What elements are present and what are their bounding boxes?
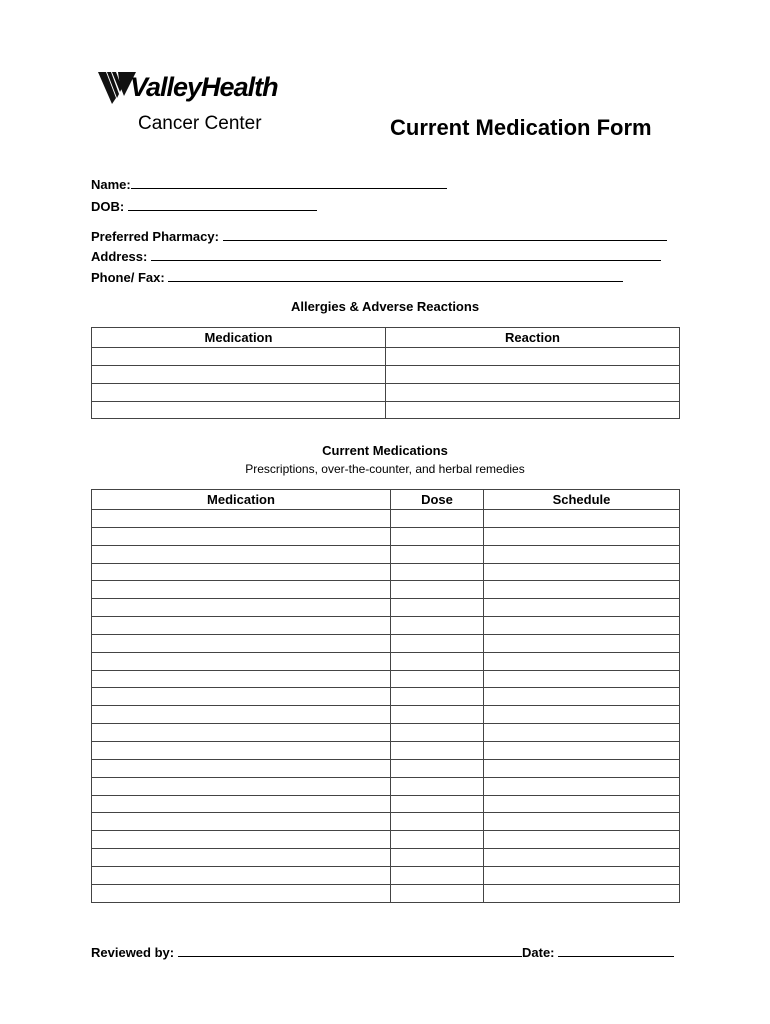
table-row xyxy=(92,599,680,617)
medications-cell-medication[interactable] xyxy=(92,599,391,617)
table-row xyxy=(92,866,680,884)
address-field[interactable] xyxy=(91,248,661,264)
medications-cell-schedule[interactable] xyxy=(484,545,680,563)
logo-brand: ValleyHealth xyxy=(130,72,278,102)
name-label: Name: xyxy=(91,177,131,192)
table-row xyxy=(92,688,680,706)
medications-cell-medication[interactable] xyxy=(92,759,391,777)
medications-cell-schedule[interactable] xyxy=(484,634,680,652)
medications-cell-schedule[interactable] xyxy=(484,670,680,688)
medications-cell-medication[interactable] xyxy=(92,866,391,884)
allergies-header-medication: Medication xyxy=(92,328,386,348)
medications-cell-medication[interactable] xyxy=(92,831,391,849)
medications-cell-schedule[interactable] xyxy=(484,510,680,528)
table-row xyxy=(92,795,680,813)
table-row xyxy=(92,777,680,795)
medications-cell-medication[interactable] xyxy=(92,813,391,831)
name-line[interactable] xyxy=(131,176,447,189)
medications-cell-dose[interactable] xyxy=(391,670,484,688)
medications-cell-schedule[interactable] xyxy=(484,563,680,581)
table-row xyxy=(92,401,680,419)
medications-cell-schedule[interactable] xyxy=(484,617,680,635)
medications-cell-dose[interactable] xyxy=(391,581,484,599)
medications-cell-dose[interactable] xyxy=(391,545,484,563)
medications-cell-medication[interactable] xyxy=(92,527,391,545)
allergies-cell-reaction[interactable] xyxy=(386,401,680,419)
medications-cell-dose[interactable] xyxy=(391,777,484,795)
medications-cell-schedule[interactable] xyxy=(484,849,680,867)
table-row xyxy=(92,759,680,777)
medications-cell-dose[interactable] xyxy=(391,617,484,635)
medications-table xyxy=(91,489,680,903)
pharmacy-line[interactable] xyxy=(223,228,667,241)
allergies-cell-medication[interactable] xyxy=(92,401,386,419)
allergies-cell-reaction[interactable] xyxy=(386,348,680,366)
date-label: Date: xyxy=(522,945,555,960)
medications-cell-schedule[interactable] xyxy=(484,831,680,849)
medications-cell-dose[interactable] xyxy=(391,741,484,759)
dob-field[interactable] xyxy=(91,198,317,214)
medications-cell-schedule[interactable] xyxy=(484,759,680,777)
medications-cell-dose[interactable] xyxy=(391,634,484,652)
medications-cell-dose[interactable] xyxy=(391,510,484,528)
address-label: Address: xyxy=(91,249,148,264)
medications-cell-medication[interactable] xyxy=(92,741,391,759)
medications-cell-dose[interactable] xyxy=(391,724,484,742)
medications-cell-medication[interactable] xyxy=(92,652,391,670)
phone-fax-field[interactable] xyxy=(91,269,623,285)
medications-cell-medication[interactable] xyxy=(92,634,391,652)
medications-cell-schedule[interactable] xyxy=(484,599,680,617)
dob-line[interactable] xyxy=(128,198,317,211)
medications-cell-schedule[interactable] xyxy=(484,527,680,545)
medications-title: Current Medications xyxy=(322,443,448,458)
allergies-title: Allergies & Adverse Reactions xyxy=(290,299,480,314)
medications-cell-medication[interactable] xyxy=(92,795,391,813)
medications-cell-dose[interactable] xyxy=(391,599,484,617)
table-row xyxy=(92,365,680,383)
dob-label: DOB: xyxy=(91,199,125,214)
medications-cell-schedule[interactable] xyxy=(484,813,680,831)
medications-cell-dose[interactable] xyxy=(391,884,484,902)
reviewed-by-label: Reviewed by: xyxy=(91,945,175,960)
medications-cell-medication[interactable] xyxy=(92,617,391,635)
medications-cell-medication[interactable] xyxy=(92,581,391,599)
table-row xyxy=(92,670,680,688)
medications-cell-dose[interactable] xyxy=(391,527,484,545)
medications-cell-schedule[interactable] xyxy=(484,777,680,795)
medications-cell-medication[interactable] xyxy=(92,563,391,581)
phone-fax-label: Phone/ Fax: xyxy=(91,270,165,285)
medications-cell-schedule[interactable] xyxy=(484,884,680,902)
logo-subtitle: Cancer Center xyxy=(138,113,262,134)
allergies-cell-reaction[interactable] xyxy=(386,383,680,401)
medications-cell-dose[interactable] xyxy=(391,652,484,670)
pharmacy-field[interactable] xyxy=(91,228,667,244)
medications-cell-medication[interactable] xyxy=(92,688,391,706)
date-line[interactable] xyxy=(558,944,674,957)
medications-cell-dose[interactable] xyxy=(391,866,484,884)
table-row xyxy=(92,724,680,742)
medications-cell-dose[interactable] xyxy=(391,706,484,724)
table-row xyxy=(92,510,680,528)
medications-cell-dose[interactable] xyxy=(391,813,484,831)
medications-cell-schedule[interactable] xyxy=(484,652,680,670)
valley-health-logo xyxy=(98,68,338,138)
medications-cell-schedule[interactable] xyxy=(484,741,680,759)
table-row xyxy=(92,884,680,902)
medications-cell-medication[interactable] xyxy=(92,510,391,528)
medications-cell-dose[interactable] xyxy=(391,831,484,849)
allergies-table xyxy=(91,327,680,419)
table-row xyxy=(92,348,680,366)
medications-cell-dose[interactable] xyxy=(391,563,484,581)
table-row xyxy=(92,383,680,401)
allergies-cell-medication[interactable] xyxy=(92,348,386,366)
table-row xyxy=(92,581,680,599)
table-row xyxy=(92,527,680,545)
medications-cell-dose[interactable] xyxy=(391,688,484,706)
table-row xyxy=(92,831,680,849)
page-title: Current Medication Form xyxy=(390,115,652,140)
medications-cell-dose[interactable] xyxy=(391,849,484,867)
address-line[interactable] xyxy=(151,248,661,261)
medications-cell-schedule[interactable] xyxy=(484,795,680,813)
medications-cell-medication[interactable] xyxy=(92,884,391,902)
allergies-cell-medication[interactable] xyxy=(92,365,386,383)
table-row xyxy=(92,563,680,581)
medications-header-dose: Dose xyxy=(391,490,484,510)
medications-cell-schedule[interactable] xyxy=(484,706,680,724)
medications-cell-medication[interactable] xyxy=(92,706,391,724)
medications-cell-medication[interactable] xyxy=(92,777,391,795)
table-row xyxy=(92,813,680,831)
medications-cell-schedule[interactable] xyxy=(484,581,680,599)
medications-cell-schedule[interactable] xyxy=(484,688,680,706)
medications-cell-medication[interactable] xyxy=(92,545,391,563)
name-field[interactable] xyxy=(91,176,447,192)
table-row xyxy=(92,545,680,563)
table-row xyxy=(92,706,680,724)
medications-header-schedule: Schedule xyxy=(484,490,680,510)
phone-fax-line[interactable] xyxy=(168,269,623,282)
table-row xyxy=(92,849,680,867)
reviewed-by-line[interactable] xyxy=(178,944,522,957)
medications-subtitle: Prescriptions, over-the-counter, and herbal remedies xyxy=(245,462,525,476)
medications-cell-dose[interactable] xyxy=(391,795,484,813)
table-row xyxy=(92,741,680,759)
table-row xyxy=(92,634,680,652)
allergies-cell-reaction[interactable] xyxy=(386,365,680,383)
allergies-cell-medication[interactable] xyxy=(92,383,386,401)
medications-cell-schedule[interactable] xyxy=(484,866,680,884)
reviewed-by-field[interactable] xyxy=(91,944,522,960)
medications-cell-schedule[interactable] xyxy=(484,724,680,742)
medications-header-medication: Medication xyxy=(92,490,391,510)
pharmacy-label: Preferred Pharmacy: xyxy=(91,229,219,244)
medications-cell-dose[interactable] xyxy=(391,759,484,777)
medications-cell-medication[interactable] xyxy=(92,670,391,688)
date-field[interactable] xyxy=(522,944,674,960)
table-row xyxy=(92,652,680,670)
medications-cell-medication[interactable] xyxy=(92,849,391,867)
allergies-header-reaction: Reaction xyxy=(386,328,680,348)
medications-cell-medication[interactable] xyxy=(92,724,391,742)
table-row xyxy=(92,617,680,635)
